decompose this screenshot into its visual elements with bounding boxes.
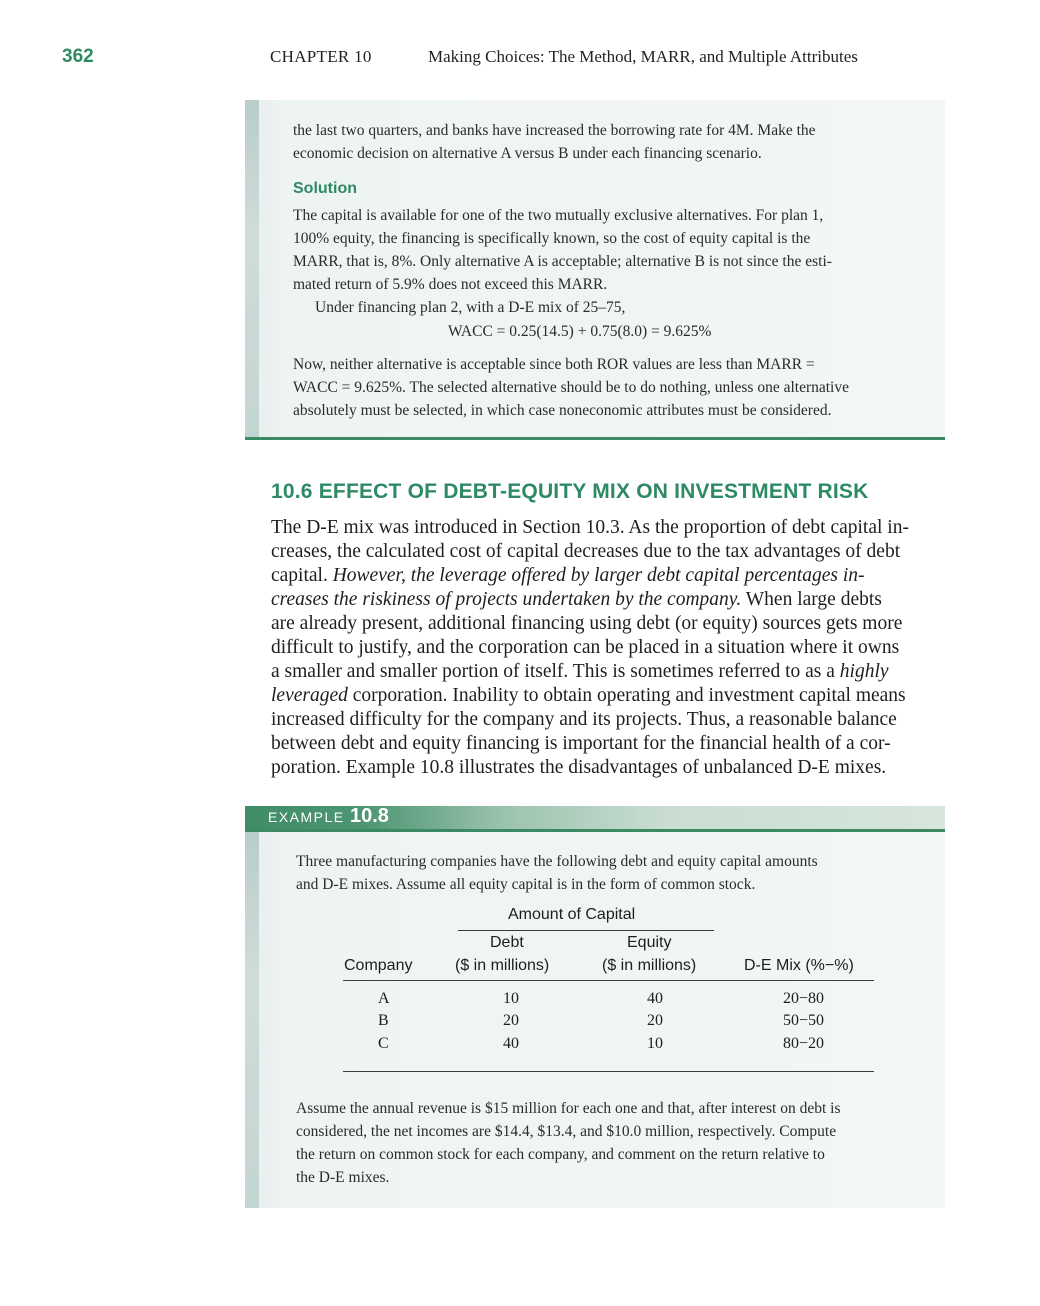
body-line xyxy=(271,612,947,636)
box1-intro xyxy=(293,119,928,165)
header-equity-units: ($ in millions) xyxy=(602,957,697,974)
body-text: increased difficulty for the company and its projects. Thus, a reasonable balance xyxy=(271,709,897,730)
cell-equity: 10 xyxy=(647,1035,663,1052)
text-line: the return on common stock for each company, and comment on the return relative to xyxy=(296,1146,825,1163)
body-line xyxy=(271,732,947,756)
example-box-bottom-rule xyxy=(245,437,945,440)
text-line: MARR, that is, 8%. Only alternative A is acceptable; alternative B is not since the esti- xyxy=(293,253,832,270)
cell-company: A xyxy=(378,990,390,1007)
cell-equity: 20 xyxy=(647,1012,663,1029)
group-header-rule xyxy=(458,930,714,931)
cell-debt: 20 xyxy=(503,1012,519,1029)
header-debt: Debt xyxy=(490,934,524,951)
italic-text: creases the riskiness of projects undertaken by the company. xyxy=(271,589,742,610)
table-bottom-rule xyxy=(343,1071,874,1072)
text-line: and D-E mixes. Assume all equity capital is in the form of common stock. xyxy=(296,876,756,893)
example-number: 10.8 xyxy=(350,805,389,827)
cell-company: B xyxy=(378,1012,389,1029)
body-text: poration. Example 10.8 illustrates the disadvantages of unbalanced D-E mixes. xyxy=(271,757,887,778)
cell-debt: 40 xyxy=(503,1035,519,1052)
text-line: considered, the net incomes are $14.4, $13.4, and $10.0 million, respectively. Compute xyxy=(296,1123,837,1140)
text-line: Assume the annual revenue is $15 million for each one and that, after interest on debt is xyxy=(296,1100,841,1117)
section-title: 10.6 EFFECT OF DEBT-EQUITY MIX ON INVESTMENT RISK xyxy=(271,480,869,503)
text-line: absolutely must be selected, in which case noneconomic attributes must be considered. xyxy=(293,402,832,419)
body-text: a smaller and smaller portion of itself. This is sometimes referred to as a xyxy=(271,661,840,682)
body-text: The D-E mix was introduced in Section 10.3. As the proportion of debt capital in- xyxy=(271,517,909,538)
cell-company: C xyxy=(378,1035,389,1052)
text-line: the last two quarters, and banks have increased the borrowing rate for 4M. Make the xyxy=(293,122,816,139)
body-line xyxy=(271,564,947,588)
header-de-mix: D-E Mix (%−%) xyxy=(744,957,854,974)
body-text: creases, the calculated cost of capital decreases due to the tax advantages of debt xyxy=(271,541,901,562)
body-line xyxy=(271,756,947,780)
text-line: Under financing plan 2, with a D-E mix of 25–75, xyxy=(315,299,626,316)
page-number: 362 xyxy=(62,46,94,67)
text-line: WACC = 9.625%. The selected alternative should be to do nothing, unless one alternative xyxy=(293,379,849,396)
body-text: When large debts xyxy=(741,589,882,610)
body-line xyxy=(271,540,947,564)
text-line: The capital is available for one of the two mutually exclusive alternatives. For plan 1, xyxy=(293,207,824,224)
section-body xyxy=(271,516,947,780)
chapter-title: Making Choices: The Method, MARR, and Multiple Attributes xyxy=(428,47,858,66)
italic-text: However, the leverage offered by larger debt capital percentages in- xyxy=(332,565,865,586)
body-line xyxy=(271,516,947,540)
chapter-label: CHAPTER 10 xyxy=(270,47,372,66)
example-box-side-bar xyxy=(245,100,259,438)
body-line xyxy=(271,684,947,708)
example-closing xyxy=(296,1097,931,1189)
text-line: mated return of 5.9% does not exceed this MARR. xyxy=(293,276,608,293)
body-text: capital. xyxy=(271,565,333,586)
wacc-equation: WACC = 0.25(14.5) + 0.75(8.0) = 9.625% xyxy=(448,323,712,340)
body-line xyxy=(271,660,947,684)
example-intro xyxy=(296,850,931,896)
body-line xyxy=(271,708,947,732)
solution-paragraph-1 xyxy=(293,204,928,319)
body-text: are already present, additional financing using debt (or equity) sources gets more xyxy=(271,613,903,634)
body-text: between debt and equity financing is important for the financial health of a cor- xyxy=(271,733,891,754)
example-header-rule xyxy=(245,829,945,832)
cell-mix: 20−80 xyxy=(783,990,825,1007)
header-equity: Equity xyxy=(627,934,672,951)
example-box-side-bar xyxy=(245,830,259,1208)
header-debt-units: ($ in millions) xyxy=(455,957,550,974)
text-line: Now, neither alternative is acceptable since both ROR values are less than MARR = xyxy=(293,356,815,373)
header-company: Company xyxy=(344,957,413,974)
text-line: economic decision on alternative A versus B under each financing scenario. xyxy=(293,145,762,162)
text-line: the D-E mixes. xyxy=(296,1169,390,1186)
solution-heading: Solution xyxy=(293,180,357,197)
text-line: 100% equity, the financing is specifically known, so the cost of equity capital is the xyxy=(293,230,811,247)
cell-mix: 80−20 xyxy=(783,1035,825,1052)
cell-mix: 50−50 xyxy=(783,1012,825,1029)
text-line: Three manufacturing companies have the following debt and equity capital amounts xyxy=(296,853,818,870)
cell-equity: 40 xyxy=(647,990,663,1007)
header-rule xyxy=(343,980,874,981)
body-text: corporation. Inability to obtain operating and investment capital means xyxy=(347,685,906,706)
body-line xyxy=(271,636,947,660)
italic-text: leveraged xyxy=(271,685,348,706)
body-text: difficult to justify, and the corporation can be placed in a situation where it owns xyxy=(271,637,900,658)
table-group-header: Amount of Capital xyxy=(508,906,636,923)
body-line xyxy=(271,588,947,612)
example-label: EXAMPLE xyxy=(268,809,345,825)
italic-text: highly xyxy=(839,661,889,682)
solution-paragraph-3 xyxy=(293,353,928,422)
cell-debt: 10 xyxy=(503,990,519,1007)
